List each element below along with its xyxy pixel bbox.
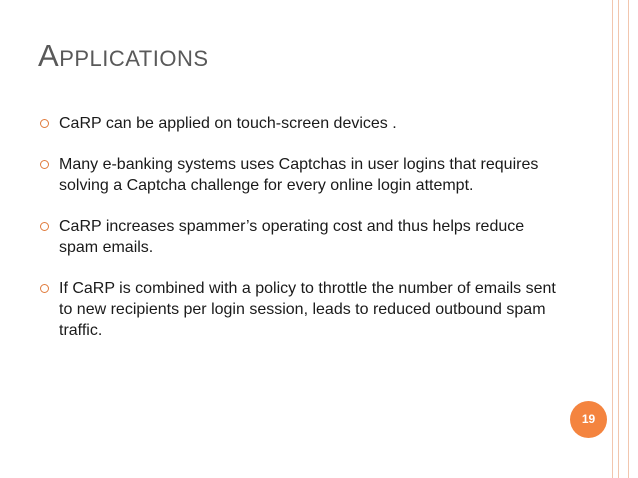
bullet-item xyxy=(40,154,560,196)
slide-title-initial: A xyxy=(38,38,60,73)
bullet-item xyxy=(40,278,560,341)
bullet-text: CaRP can be applied on touch-screen devices . xyxy=(59,115,397,132)
slide-title-rest: PPLICATIONS xyxy=(59,46,209,71)
bullet-circle-icon xyxy=(40,284,49,293)
bullet-text: CaRP increases spammer’s operating cost and thus helps reduce spam emails. xyxy=(59,218,525,256)
bullet-text: Many e-banking systems uses Captchas in user logins that requires solving a Captcha challenge for every online login attempt. xyxy=(59,156,539,194)
slide-title xyxy=(38,36,209,79)
bullet-item xyxy=(40,216,560,258)
decorative-line xyxy=(612,0,613,478)
bullet-item xyxy=(40,113,560,134)
bullet-circle-icon xyxy=(40,119,49,128)
bullet-list xyxy=(40,113,560,361)
bullet-circle-icon xyxy=(40,222,49,231)
decorative-line xyxy=(618,0,619,478)
bullet-circle-icon xyxy=(40,160,49,169)
page-number-badge: 19 xyxy=(570,401,607,438)
decorative-line xyxy=(628,0,629,478)
bullet-text: If CaRP is combined with a policy to throttle the number of emails sent to new recipients per login session, leads to reduced outbound spam traffic. xyxy=(59,280,556,339)
